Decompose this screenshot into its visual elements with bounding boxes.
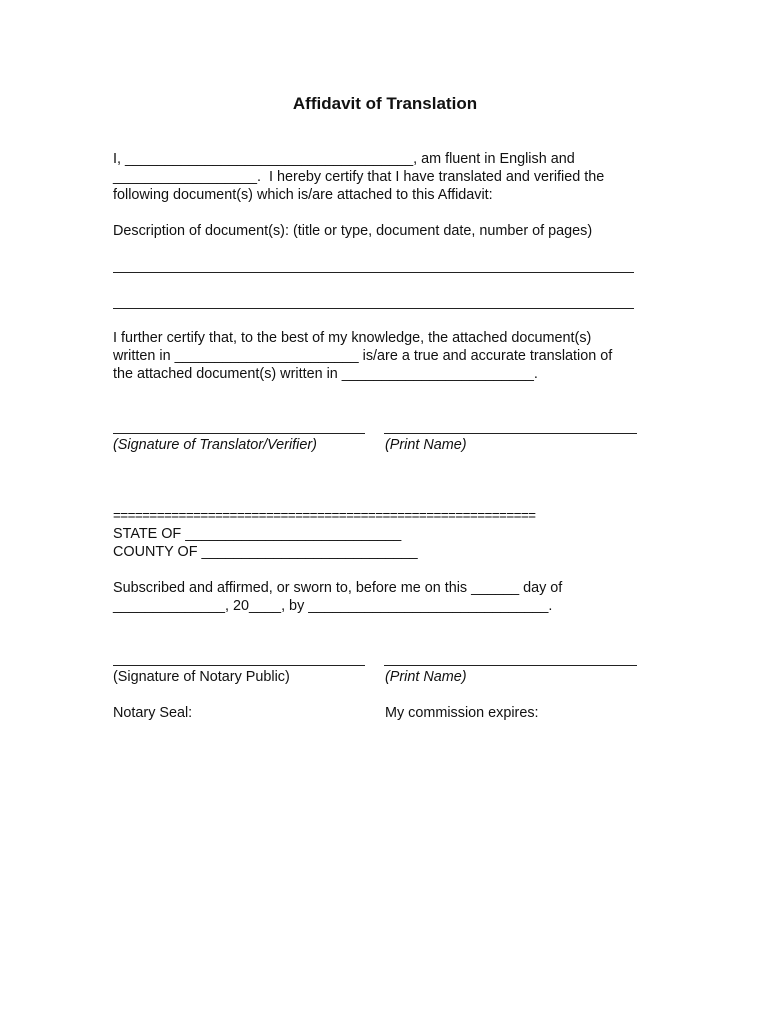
commission-expires-label: My commission expires:: [385, 705, 539, 721]
description-label: Description of document(s): (title or type, document date, number of pages): [113, 223, 593, 239]
notary-print-name-line[interactable]: [384, 665, 637, 666]
certify-line-1: I further certify that, to the best of my knowledge, the attached document(s): [113, 330, 592, 346]
notary-signature-label: (Signature of Notary Public): [113, 669, 290, 685]
translator-signature-label: (Signature of Translator/Verifier): [113, 437, 317, 453]
intro-line-2: __________________. I hereby certify that I have translated and verified the: [113, 169, 605, 185]
intro-line-3: following document(s) which is/are attached to this Affidavit:: [113, 187, 493, 203]
translator-print-name-line[interactable]: [384, 433, 637, 434]
notary-signature-line[interactable]: [113, 665, 365, 666]
state-line: STATE OF ___________________________: [113, 526, 402, 542]
translator-print-name-label: (Print Name): [385, 437, 467, 453]
intro-line-1: I, ____________________________________, am fluent in English and: [113, 151, 575, 167]
certify-line-2: written in _______________________ is/are a true and accurate translation of: [113, 348, 613, 364]
county-line: COUNTY OF ___________________________: [113, 544, 418, 560]
description-blank-line-1[interactable]: [113, 272, 634, 273]
document-title: Affidavit of Translation: [292, 94, 478, 113]
description-blank-line-2[interactable]: [113, 308, 634, 309]
subscribed-line-1: Subscribed and affirmed, or sworn to, before me on this ______ day of: [113, 580, 563, 596]
notary-seal-label: Notary Seal:: [113, 705, 193, 721]
subscribed-line-2: ______________, 20____, by ______________________________.: [113, 598, 553, 614]
notary-print-name-label: (Print Name): [385, 669, 467, 685]
certify-line-3: the attached document(s) written in ________________________.: [113, 366, 538, 382]
section-separator: ==========================================================: [113, 508, 536, 523]
translator-signature-line[interactable]: [113, 433, 365, 434]
